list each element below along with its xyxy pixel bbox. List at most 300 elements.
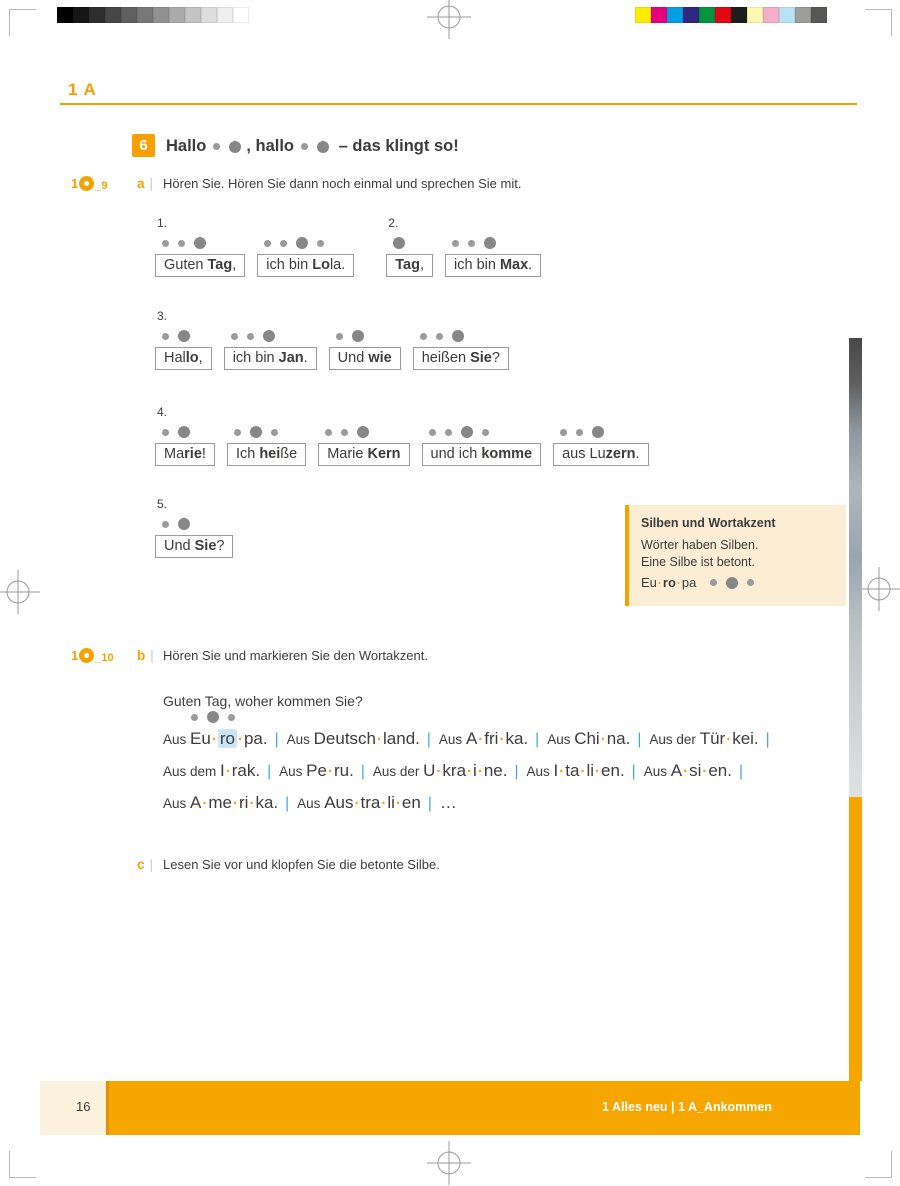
stress-items-row (155, 309, 509, 370)
stress-item (386, 216, 541, 277)
syllable: land (383, 729, 416, 748)
syllable: kei (732, 729, 754, 748)
syllable: A (670, 761, 683, 780)
stress-dot (445, 429, 452, 436)
phrase-tail: . (753, 729, 759, 748)
audio-book-number: 1 (71, 175, 79, 191)
syllable: ru (333, 761, 350, 780)
phrase-lead: Aus (643, 764, 671, 779)
audio-track-number: _9 (95, 180, 108, 192)
phrase-divider: | (360, 763, 365, 780)
stress-dot (263, 330, 275, 342)
stress-dot (710, 579, 717, 586)
stressed-syllable: Tag (207, 257, 233, 273)
stress-dots (264, 237, 324, 249)
syllable-separator: · (559, 763, 565, 780)
task-letter-divider: | (150, 648, 154, 663)
calibration-swatch (169, 7, 185, 23)
phrase-divider: | (631, 763, 636, 780)
phrase-text: , (198, 350, 203, 366)
phrase-unit (257, 237, 354, 277)
syllable-separator: · (354, 795, 360, 812)
audio-badge-b (71, 646, 114, 664)
phrase-lead: Aus dem (163, 764, 221, 779)
phrase-divider: | (765, 731, 770, 748)
exercise-title-text: – das klingt so! (334, 137, 459, 155)
stress-dot (207, 711, 219, 723)
syllable-separator: · (702, 763, 708, 780)
stressed-syllable: wie (368, 350, 392, 366)
syllable: Chi (574, 729, 600, 748)
cd-icon (79, 648, 94, 663)
phrase-unit (155, 237, 245, 277)
phrase-text: ? (216, 538, 225, 554)
phrase-tail: . (262, 729, 268, 748)
stress-dot (178, 518, 190, 530)
phrase-text: Marie (327, 446, 368, 462)
syllable-separator: · (202, 795, 208, 812)
stress-dots (710, 577, 754, 589)
stress-dot (461, 426, 473, 438)
phrase-box (422, 443, 542, 466)
facing-page-orange-edge (849, 797, 862, 1081)
syllable-separator: · (211, 731, 217, 748)
phrase-text: ße (280, 446, 298, 462)
calibration-swatch (185, 7, 201, 23)
phrase-group (155, 330, 509, 370)
phrase-unit (155, 330, 212, 370)
phrase-lead: Aus der (649, 732, 700, 747)
phrase-text: Guten (164, 257, 208, 273)
stress-dot (178, 426, 190, 438)
calibration-swatch (779, 7, 795, 23)
calibration-swatch (795, 7, 811, 23)
syllable-separator: · (467, 763, 473, 780)
stressed-syllable: lo (185, 350, 199, 366)
stress-dot (301, 143, 308, 150)
syllable: i (473, 761, 477, 780)
stress-dot (191, 714, 198, 721)
syllable: me (208, 793, 232, 812)
syllable: ro (662, 575, 676, 590)
stress-dot (247, 333, 254, 340)
syllable-separator: · (232, 795, 238, 812)
calibration-swatch (57, 7, 73, 23)
phrase-tail: . (727, 761, 732, 780)
syllable: Aus (324, 793, 354, 812)
registration-crosshair-top (427, 0, 471, 39)
phrase-box (155, 254, 245, 277)
phrase-box (155, 443, 215, 466)
stress-dot (352, 330, 364, 342)
stress-dot (264, 240, 271, 247)
stress-dots (162, 330, 190, 342)
registration-crosshair-bottom (427, 1141, 471, 1185)
phrase-text: . (303, 350, 308, 366)
phrase-lead: Aus (438, 732, 466, 747)
calibration-swatch (233, 7, 249, 23)
phrase-tail: . (273, 793, 279, 812)
task-letter-text: a (137, 176, 145, 191)
stress-dots (213, 141, 241, 153)
grayscale-calibration-bar (57, 7, 249, 23)
syllable: kra (442, 761, 467, 780)
item-number: 4. (157, 405, 168, 419)
calibration-swatch (683, 7, 699, 23)
stress-dot (560, 429, 567, 436)
phrase-divider: | (267, 763, 272, 780)
stressed-syllable: Lo (312, 257, 330, 273)
phrase-text: , (232, 257, 237, 273)
stress-dot (452, 330, 464, 342)
stress-dot (228, 714, 235, 721)
stress-dot (234, 429, 241, 436)
page-number: 16 (76, 1099, 91, 1114)
stress-dot (178, 330, 190, 342)
phrase-box (224, 347, 317, 370)
syllable: Deutsch (313, 729, 377, 748)
phrase-group (155, 518, 233, 558)
tip-example-word (641, 575, 696, 590)
phrase-text: . (528, 257, 533, 273)
stress-dot (429, 429, 436, 436)
phrase-divider: | (514, 763, 519, 780)
stress-dot (231, 333, 238, 340)
syllable: ri (238, 793, 249, 812)
calibration-swatch (201, 7, 217, 23)
syllable-separator: · (478, 731, 484, 748)
phrase-unit (227, 426, 306, 466)
stress-dots (560, 426, 604, 438)
phrase-box (329, 347, 401, 370)
stress-dots (452, 237, 496, 249)
stress-dot (271, 429, 278, 436)
phrase-tail: . (625, 729, 631, 748)
phrase-text: ! (201, 446, 206, 462)
stress-dots-example (191, 711, 235, 723)
stressed-syllable: rie (184, 446, 202, 462)
corner-crop-mark (9, 9, 36, 36)
syllable-line (163, 791, 457, 816)
stress-items-row (155, 405, 649, 466)
syllable-separator: · (436, 763, 442, 780)
stress-item (155, 405, 649, 466)
stress-dots (420, 330, 464, 342)
task-letter-divider: | (149, 857, 154, 872)
task-letter-divider: | (149, 176, 154, 191)
tip-box (625, 505, 846, 606)
corner-crop-mark (865, 9, 892, 36)
phrase-text: heißen (421, 350, 471, 366)
stress-dot (336, 333, 343, 340)
question-line: Guten Tag, woher kommen Sie? (163, 693, 363, 709)
syllable-separator: · (676, 576, 681, 590)
phrase-text: ich bin (454, 257, 500, 273)
phrase-tail: . (502, 761, 508, 780)
stress-item (155, 497, 233, 558)
stress-dots (231, 330, 275, 342)
corner-crop-mark (865, 1151, 892, 1178)
phrase-box (318, 443, 409, 466)
exercise-title (166, 137, 459, 156)
phrase-divider: | (535, 731, 540, 748)
item-number: 2. (388, 216, 399, 230)
syllable-separator: · (477, 763, 483, 780)
stressed-syllable: Sie (194, 538, 217, 554)
task-c-instruction: Lesen Sie vor und klopfen Sie die betonte Silbe. (163, 857, 440, 872)
stress-dots (325, 426, 369, 438)
phrase-tail: . (255, 761, 261, 780)
phrase-text: Und (164, 538, 195, 554)
stress-dots (336, 330, 364, 342)
ellipsis: … (439, 793, 457, 812)
stress-dot (317, 141, 329, 153)
stress-dots (162, 518, 190, 530)
task-a-instruction: Hören Sie. Hören Sie dann noch einmal und sprechen Sie mit. (163, 176, 522, 191)
corner-crop-mark (9, 1151, 36, 1178)
syllable-separator: · (395, 795, 401, 812)
stress-dot (162, 429, 169, 436)
task-letter-a (137, 176, 153, 191)
item-number: 5. (157, 497, 168, 511)
syllable: fri (484, 729, 499, 748)
phrase-group (155, 237, 354, 277)
phrase-tail: . (523, 729, 529, 748)
stressed-syllable: Sie (470, 350, 492, 366)
stress-dot (213, 143, 220, 150)
calibration-swatch (811, 7, 827, 23)
phrase-tail: . (349, 761, 354, 780)
stress-dot (317, 240, 324, 247)
stress-item (155, 216, 354, 277)
stressed-syllable: komme (481, 446, 533, 462)
phrase-divider: | (285, 795, 290, 812)
stress-dot (468, 240, 475, 247)
syllable: Eu (190, 729, 211, 748)
task-b-instruction: Hören Sie und markieren Sie den Wortakzent. (163, 648, 428, 663)
facing-page-photo-edge (849, 338, 862, 797)
calibration-swatch (217, 7, 233, 23)
syllable-separator: · (249, 795, 255, 812)
stress-dot (357, 426, 369, 438)
stress-dot (229, 141, 241, 153)
stress-dot (726, 577, 738, 589)
stress-dot (747, 579, 754, 586)
calibration-swatch (715, 7, 731, 23)
syllable: Eu (641, 575, 657, 590)
phrase-divider: | (637, 731, 642, 748)
stress-dots (234, 426, 278, 438)
phrase-lead: Aus (297, 796, 325, 811)
phrase-unit (422, 426, 542, 466)
stress-dot (162, 240, 169, 247)
phrase-box (227, 443, 306, 466)
calibration-swatch (121, 7, 137, 23)
phrase-unit (318, 426, 409, 466)
unit-label: 1 A (68, 80, 97, 99)
phrase-text: , (419, 257, 424, 273)
phrase-box (257, 254, 354, 277)
stress-items-row (155, 216, 541, 277)
item-number: 3. (157, 309, 168, 323)
stress-dot (325, 429, 332, 436)
phrase-lead: Aus (163, 732, 191, 747)
phrase-box (553, 443, 648, 466)
syllable: si (689, 761, 702, 780)
syllable-separator: · (595, 763, 601, 780)
phrase-divider: | (427, 795, 432, 812)
syllable-line (163, 727, 778, 752)
tip-box-example (641, 575, 834, 590)
syllable: ka (505, 729, 524, 748)
color-calibration-bar (635, 7, 827, 23)
phrase-text: und ich (430, 446, 482, 462)
stressed-syllable: zern (605, 446, 636, 462)
stress-dot (250, 426, 262, 438)
syllable: Pe (306, 761, 327, 780)
syllable: ne (483, 761, 503, 780)
cd-icon (79, 176, 94, 191)
phrase-text: Ich (235, 446, 260, 462)
syllable-separator: · (225, 763, 231, 780)
phrase-unit (413, 330, 509, 370)
exercise-title-text: , hallo (246, 137, 295, 155)
phrase-text: . (635, 446, 640, 462)
syllable: pa (681, 575, 697, 590)
audio-badge-a (71, 174, 107, 192)
stress-dots (162, 237, 206, 249)
phrase-text: la. (329, 257, 346, 273)
syllable-separator: · (657, 576, 662, 590)
phrase-lead: Aus (279, 764, 307, 779)
syllable: na (606, 729, 626, 748)
calibration-swatch (73, 7, 89, 23)
syllable: en (401, 793, 421, 812)
phrase-unit (155, 518, 233, 558)
syllable: I (220, 761, 225, 780)
phrase-divider: | (426, 731, 431, 748)
stress-dot (482, 429, 489, 436)
calibration-swatch (763, 7, 779, 23)
stress-item (155, 309, 509, 370)
phrase-text: Ma (164, 446, 185, 462)
phrase-unit (445, 237, 541, 277)
syllable-separator: · (499, 731, 505, 748)
task-letter-text: b (137, 648, 146, 663)
stress-dot (280, 240, 287, 247)
phrase-unit (224, 330, 317, 370)
syllable: A (465, 729, 478, 748)
stress-items-row (155, 497, 233, 558)
phrase-box (445, 254, 541, 277)
exercise-number-badge: 6 (132, 134, 155, 157)
stressed-syllable: hei (259, 446, 281, 462)
syllable: Tür (699, 729, 726, 748)
phrase-text: ? (491, 350, 500, 366)
stress-dot (341, 429, 348, 436)
calibration-swatch (89, 7, 105, 23)
stress-dots (162, 426, 190, 438)
stress-dots (393, 237, 405, 249)
stress-dot (393, 237, 405, 249)
phrase-box (155, 347, 212, 370)
phrase-box (155, 535, 233, 558)
phrase-text: Hal (164, 350, 186, 366)
syllable: U (423, 761, 436, 780)
phrase-text: ich bin (266, 257, 313, 273)
audio-book-number: 1 (71, 647, 79, 663)
stress-dot (576, 429, 583, 436)
phrase-lead: Aus (163, 796, 191, 811)
phrase-divider: | (739, 763, 744, 780)
registration-crosshair-right (857, 567, 900, 611)
syllable: li (586, 761, 595, 780)
phrase-box (386, 254, 433, 277)
task-letter-b (137, 648, 154, 663)
phrase-box (413, 347, 509, 370)
syllable: en (708, 761, 728, 780)
tip-box-line: Eine Silbe ist betont. (641, 555, 755, 569)
header-rule (60, 103, 857, 105)
calibration-swatch (699, 7, 715, 23)
syllable: ro (219, 729, 235, 748)
stress-dot (162, 333, 169, 340)
stress-dot (484, 237, 496, 249)
stress-dot (592, 426, 604, 438)
audio-track-number: _10 (95, 652, 114, 664)
registration-crosshair-left (0, 570, 40, 614)
phrase-unit (386, 237, 433, 277)
stressed-syllable: Max (499, 257, 529, 273)
calibration-swatch (667, 7, 683, 23)
tip-box-title: Silben und Wortakzent (641, 516, 776, 530)
syllable: I (553, 761, 559, 780)
stress-dot (194, 237, 206, 249)
phrase-group (386, 237, 541, 277)
syllable-separator: · (327, 763, 333, 780)
item-number: 1. (157, 216, 168, 230)
phrase-tail: . (619, 761, 625, 780)
calibration-swatch (731, 7, 747, 23)
syllable-separator: · (381, 795, 387, 812)
syllable-separator: · (600, 731, 606, 748)
calibration-swatch (635, 7, 651, 23)
footer-page-number-area (40, 1081, 106, 1135)
syllable: li (387, 793, 395, 812)
syllable: ka (255, 793, 274, 812)
stress-dot (178, 240, 185, 247)
footer-chapter-label: 1 Alles neu | 1 A_Ankommen (602, 1100, 772, 1114)
task-letter-text: c (137, 857, 145, 872)
phrase-group (155, 426, 649, 466)
syllable: A (190, 793, 202, 812)
calibration-swatch (105, 7, 121, 23)
stress-dot (452, 240, 459, 247)
phrase-lead: Aus der (372, 764, 424, 779)
tip-box-line: Wörter haben Silben. (641, 538, 759, 552)
stress-dots (429, 426, 489, 438)
stress-dots (301, 141, 329, 153)
syllable-separator: · (377, 731, 383, 748)
stressed-syllable: Jan (278, 350, 304, 366)
syllable: ta (565, 761, 580, 780)
calibration-swatch (137, 7, 153, 23)
phrase-unit (553, 426, 648, 466)
phrase-text: Und (337, 350, 369, 366)
syllable: rak (231, 761, 256, 780)
footer-divider (106, 1081, 109, 1135)
calibration-swatch (747, 7, 763, 23)
